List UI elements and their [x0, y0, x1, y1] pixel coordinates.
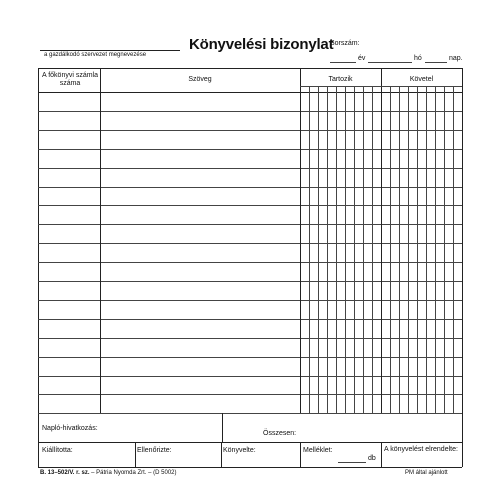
table-left-border	[38, 68, 39, 467]
recommended-note: PM által ajánlott	[405, 470, 448, 476]
day-label: nap.	[449, 55, 463, 62]
digit-column-line	[399, 86, 400, 413]
col-divider-text	[300, 68, 301, 413]
year-field[interactable]	[330, 62, 356, 63]
digit-column-line	[372, 86, 373, 413]
document-title: Könyvelési bizonylat	[189, 36, 334, 53]
attachments-unit: db	[368, 455, 376, 462]
month-label: hó	[414, 55, 422, 62]
attachments-count-field[interactable]	[338, 462, 366, 463]
col-divider-amounts	[381, 68, 382, 413]
attachments-label: Melléklet:	[303, 447, 333, 454]
digit-column-line	[453, 86, 454, 413]
digit-column-line	[444, 86, 445, 413]
digit-column-line	[354, 86, 355, 413]
form-code	[40, 470, 177, 476]
serial-label: Sorszám:	[330, 40, 360, 47]
signature-cell-divider	[381, 442, 382, 467]
digit-column-line	[435, 86, 436, 413]
footer-divider	[38, 442, 462, 443]
table-top-border	[38, 68, 462, 69]
digit-column-line	[363, 86, 364, 413]
digit-column-line	[318, 86, 319, 413]
digit-column-line	[390, 86, 391, 413]
company-caption: a gazdálkodó szervezet megnevezése	[44, 52, 147, 58]
digit-column-line	[327, 86, 328, 413]
year-label: év	[358, 55, 366, 62]
amount-subheader-line	[300, 86, 462, 87]
digit-column-line	[309, 86, 310, 413]
table-right-border	[462, 68, 463, 467]
booked-by-label: Könyvelte:	[223, 447, 256, 454]
form-code-number: B. 13–502/V. r. sz.	[40, 470, 90, 476]
publisher: – Pátria Nyomda Zrt. – (D 5002)	[91, 470, 177, 476]
digit-column-line	[408, 86, 409, 413]
month-field[interactable]	[368, 62, 412, 63]
col-header-credit: Követel	[409, 76, 434, 83]
table-bottom-border	[38, 467, 462, 468]
digit-column-line	[426, 86, 427, 413]
journal-ref-divider	[222, 413, 223, 442]
digit-column-line	[417, 86, 418, 413]
checked-by-label: Ellenőrizte:	[137, 447, 172, 454]
digit-column-line	[336, 86, 337, 413]
col-header-debit: Tartozik	[328, 76, 353, 83]
col-header-account: A főkönyvi számla száma	[41, 72, 99, 87]
day-field[interactable]	[425, 62, 447, 63]
journal-ref-label: Napló-hivatkozás:	[42, 425, 98, 432]
ordered-by-label: A könyvelést elrendelte:	[384, 446, 458, 453]
issued-by-label: Kiállította:	[42, 447, 73, 454]
digit-column-line	[345, 86, 346, 413]
signature-cell-divider	[300, 442, 301, 467]
company-name-line[interactable]	[40, 50, 180, 51]
total-label: Összesen:	[263, 430, 297, 437]
signature-cell-divider	[221, 442, 222, 467]
col-divider-account	[100, 68, 101, 413]
col-header-text: Szöveg	[188, 76, 212, 83]
signature-cell-divider	[135, 442, 136, 467]
